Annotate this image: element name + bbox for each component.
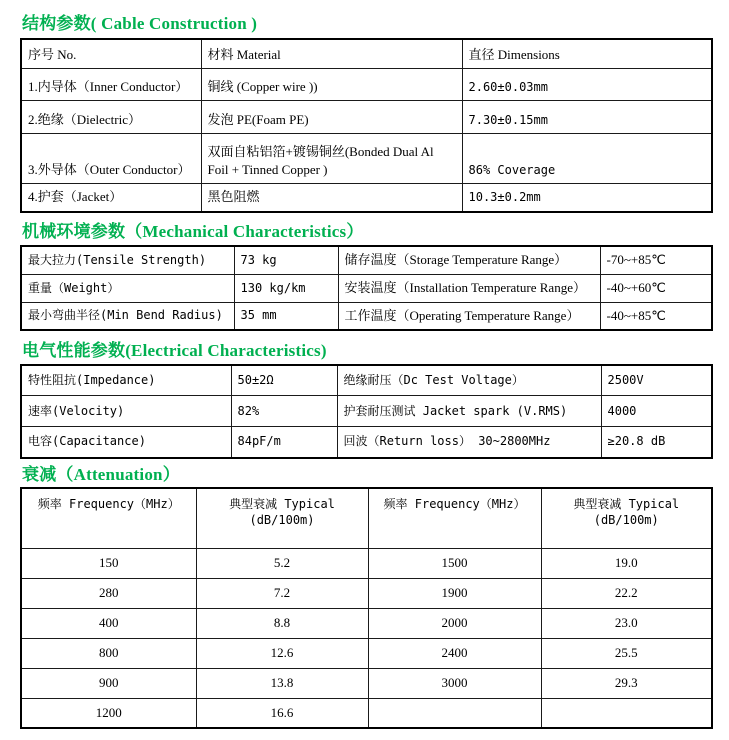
- construction-item-material: 铜线 (Copper wire )): [201, 69, 462, 101]
- mechanical-param-label: 最大拉力(Tensile Strength): [21, 246, 234, 274]
- construction-item-dimension: 86% Coverage: [462, 134, 712, 184]
- attenuation-typical-value: 7.2: [196, 578, 368, 608]
- construction-item-dimension: 2.60±0.03mm: [462, 69, 712, 101]
- table-row: [21, 608, 712, 638]
- construction-item-label: 1.内导体（Inner Conductor）: [21, 69, 201, 101]
- attenuation-typical-value: 25.5: [541, 638, 712, 668]
- attenuation-col-typical: [196, 488, 368, 548]
- attenuation-frequency-value: 150: [21, 548, 196, 578]
- mechanical-temp-value: -40~+60℃: [600, 274, 712, 302]
- attenuation-typical-value: [541, 698, 712, 728]
- attenuation-col-typical-line2: (dB/100m): [593, 513, 659, 528]
- attenuation-frequency-value: 1900: [368, 578, 541, 608]
- electrical-test-label: 绝缘耐压（Dc Test Voltage）: [337, 365, 601, 396]
- attenuation-frequency-value: 900: [21, 668, 196, 698]
- mechanical-param-value: 35 mm: [234, 302, 338, 330]
- attenuation-col-typical-line1: 典型衰减 Typical: [229, 497, 335, 512]
- attenuation-typical-value: 16.6: [196, 698, 368, 728]
- construction-table: [20, 38, 713, 213]
- attenuation-typical-value: 22.2: [541, 578, 712, 608]
- table-row: [21, 427, 712, 458]
- attenuation-frequency-value: 1200: [21, 698, 196, 728]
- attenuation-col-frequency: 频率 Frequency（MHz）: [21, 488, 196, 548]
- construction-item-material: 黑色阻燃: [201, 184, 462, 212]
- construction-item-label: 3.外导体（Outer Conductor）: [21, 134, 201, 184]
- attenuation-typical-value: 8.8: [196, 608, 368, 638]
- electrical-table: [20, 364, 713, 459]
- attenuation-frequency-value: 280: [21, 578, 196, 608]
- attenuation-typical-value: 5.2: [196, 548, 368, 578]
- table-row: [21, 365, 712, 396]
- table-row: [21, 101, 712, 134]
- construction-item-label: 2.绝缘（Dielectric）: [21, 101, 201, 134]
- attenuation-frequency-value: 1500: [368, 548, 541, 578]
- attenuation-typical-value: 13.8: [196, 668, 368, 698]
- construction-header-row: [21, 39, 712, 69]
- attenuation-col-typical: [541, 488, 712, 548]
- construction-item-label: 4.护套（Jacket）: [21, 184, 201, 212]
- section-heading-mechanical: 机械环境参数（Mechanical Characteristics）: [22, 221, 364, 241]
- mechanical-table: [20, 245, 713, 331]
- table-row: [21, 638, 712, 668]
- attenuation-header-row: [21, 488, 712, 548]
- table-row: [21, 134, 712, 184]
- construction-col-material: 材料 Material: [201, 39, 462, 69]
- electrical-test-value: ≥20.8 dB: [601, 427, 712, 458]
- construction-col-no: 序号 No.: [21, 39, 201, 69]
- electrical-param-label: 电容(Capacitance): [21, 427, 231, 458]
- attenuation-typical-value: 23.0: [541, 608, 712, 638]
- attenuation-col-frequency: 频率 Frequency（MHz）: [368, 488, 541, 548]
- electrical-test-value: 2500V: [601, 365, 712, 396]
- mechanical-temp-value: -70~+85℃: [600, 246, 712, 274]
- electrical-param-value: 84pF/m: [231, 427, 337, 458]
- electrical-test-label: 护套耐压测试 Jacket spark (V.RMS): [337, 396, 601, 427]
- construction-col-dimensions: 直径 Dimensions: [462, 39, 712, 69]
- construction-item-material: 双面自粘铝箔+镀锡铜丝(Bonded Dual Al Foil + Tinned Copper ): [201, 134, 462, 184]
- mechanical-param-value: 130 kg/km: [234, 274, 338, 302]
- table-row: [21, 396, 712, 427]
- attenuation-frequency-value: 2000: [368, 608, 541, 638]
- electrical-param-label: 特性阻抗(Impedance): [21, 365, 231, 396]
- electrical-test-value: 4000: [601, 396, 712, 427]
- construction-item-material: 发泡 PE(Foam PE): [201, 101, 462, 134]
- mechanical-temp-label: 安装温度（Installation Temperature Range）: [338, 274, 600, 302]
- electrical-param-value: 50±2Ω: [231, 365, 337, 396]
- attenuation-typical-value: 19.0: [541, 548, 712, 578]
- section-heading-electrical: 电气性能参数(Electrical Characteristics): [22, 341, 327, 361]
- electrical-param-value: 82%: [231, 396, 337, 427]
- electrical-test-label: 回波（Return loss） 30~2800MHz: [337, 427, 601, 458]
- table-row: [21, 578, 712, 608]
- attenuation-col-typical-line2: (dB/100m): [249, 513, 315, 528]
- mechanical-temp-value: -40~+85℃: [600, 302, 712, 330]
- mechanical-param-value: 73 kg: [234, 246, 338, 274]
- construction-item-dimension: 10.3±0.2mm: [462, 184, 712, 212]
- attenuation-frequency-value: [368, 698, 541, 728]
- table-row: [21, 548, 712, 578]
- attenuation-frequency-value: 3000: [368, 668, 541, 698]
- construction-item-dimension: 7.30±0.15mm: [462, 101, 712, 134]
- electrical-param-label: 速率(Velocity): [21, 396, 231, 427]
- attenuation-typical-value: 12.6: [196, 638, 368, 668]
- section-heading-attenuation: 衰减（Attenuation）: [22, 464, 180, 484]
- table-row: [21, 302, 712, 330]
- mechanical-temp-label: 储存温度（Storage Temperature Range）: [338, 246, 600, 274]
- attenuation-frequency-value: 800: [21, 638, 196, 668]
- attenuation-col-typical-line1: 典型衰减 Typical: [573, 497, 680, 512]
- attenuation-typical-value: 29.3: [541, 668, 712, 698]
- mechanical-temp-label: 工作温度（Operating Temperature Range）: [338, 302, 600, 330]
- table-row: [21, 274, 712, 302]
- table-row: [21, 698, 712, 728]
- attenuation-table: [20, 487, 713, 729]
- table-row: [21, 668, 712, 698]
- mechanical-param-label: 最小弯曲半径(Min Bend Radius): [21, 302, 234, 330]
- table-row: [21, 184, 712, 212]
- attenuation-frequency-value: 2400: [368, 638, 541, 668]
- table-row: [21, 246, 712, 274]
- mechanical-param-label: 重量（Weight）: [21, 274, 234, 302]
- table-row: [21, 69, 712, 101]
- section-heading-construction: 结构参数( Cable Construction ): [22, 14, 258, 33]
- attenuation-frequency-value: 400: [21, 608, 196, 638]
